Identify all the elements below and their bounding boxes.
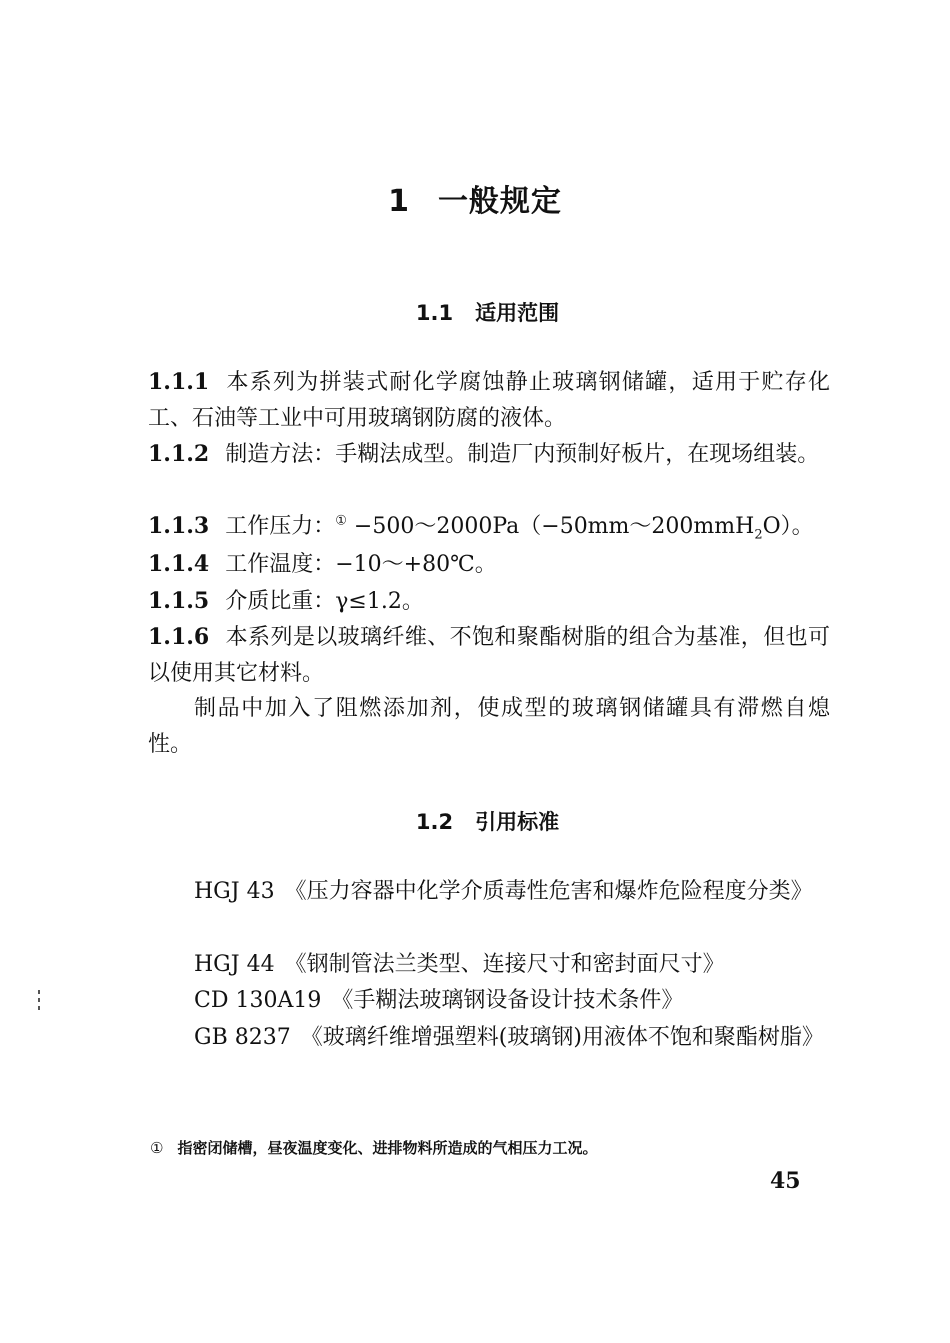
clause-number: 1.1.5 <box>148 588 210 614</box>
clause-text: 本系列是以玻璃纤维、不饱和聚酯树脂的组合为基准，但也可以使用其它材料。 <box>148 625 830 686</box>
reference-code: HGJ 43 <box>194 879 275 904</box>
reference-item <box>148 1020 830 1056</box>
reference-title: 《手糊法玻璃钢设备设计技术条件》 <box>331 988 684 1013</box>
reference-code: GB 8237 <box>194 1025 291 1050</box>
clause-text-end: O）。 <box>762 514 814 539</box>
section-number: 1.2 <box>415 810 454 834</box>
footnote-text: 指密闭储槽，昼夜温度变化、进排物料所造成的气相压力工况。 <box>177 1139 598 1157</box>
clause-text: 工作温度：−10～+80℃。 <box>225 552 497 577</box>
reference-code: HGJ 44 <box>194 952 275 977</box>
reference-title: 《钢制管法兰类型、连接尺寸和密封面尺寸》 <box>284 952 725 977</box>
clause-1-1-1 <box>148 364 830 437</box>
clause-text-cont: −500～2000Pa（−50mm～200mmH <box>346 514 755 539</box>
clause-text: 制造方法：手糊法成型。制造厂内预制好板片，在现场组装。 <box>225 442 820 467</box>
paragraph-text: 制品中加入了阻燃添加剂，使成型的玻璃钢储罐具有滞燃自熄性。 <box>148 696 830 757</box>
clause-1-1-2 <box>148 436 830 473</box>
clause-1-1-6 <box>148 619 830 692</box>
reference-item <box>148 947 830 983</box>
clause-1-1-5 <box>148 583 830 620</box>
chapter-title <box>0 176 950 220</box>
section-title-1-1 <box>0 297 950 327</box>
clause-text: 介质比重：γ≤1.2。 <box>225 589 424 614</box>
reference-item <box>148 983 830 1019</box>
footnote-mark: ① <box>150 1139 164 1157</box>
section-title-1-2 <box>0 806 950 836</box>
chapter-title-text: 一般规定 <box>437 184 562 219</box>
clause-number: 1.1.6 <box>148 624 210 650</box>
reference-title: 《玻璃纤维增强塑料(玻璃钢)用液体不饱和聚酯树脂》 <box>300 1025 824 1050</box>
subscript: 2 <box>754 527 763 543</box>
section-number: 1.1 <box>415 301 454 325</box>
clause-number: 1.1.4 <box>148 551 210 577</box>
clause-text: 本系列为拼装式耐化学腐蚀静止玻璃钢储罐，适用于贮存化工、石油等工业中可用玻璃钢防腐的液体。 <box>148 370 830 431</box>
footnote-ref: ① <box>335 513 347 529</box>
clause-1-1-4 <box>148 546 830 583</box>
chapter-number: 1 <box>388 184 410 219</box>
paragraph-flame-retardant <box>148 691 830 763</box>
clause-1-1-3 <box>148 508 830 545</box>
margin-scan-mark <box>38 990 41 1018</box>
clause-number: 1.1.3 <box>148 513 210 539</box>
clause-number: 1.1.2 <box>148 441 210 467</box>
reference-title: 《压力容器中化学介质毒性危害和爆炸危险程度分类》 <box>284 879 813 904</box>
reference-item <box>148 874 830 910</box>
clause-number: 1.1.1 <box>148 369 210 395</box>
clause-text: 工作压力： <box>225 514 336 539</box>
footnote <box>150 1136 830 1160</box>
page-number: 45 <box>770 1168 801 1194</box>
section-title-text: 引用标准 <box>475 810 560 834</box>
section-title-text: 适用范围 <box>475 301 560 325</box>
reference-code: CD 130A19 <box>194 988 322 1013</box>
